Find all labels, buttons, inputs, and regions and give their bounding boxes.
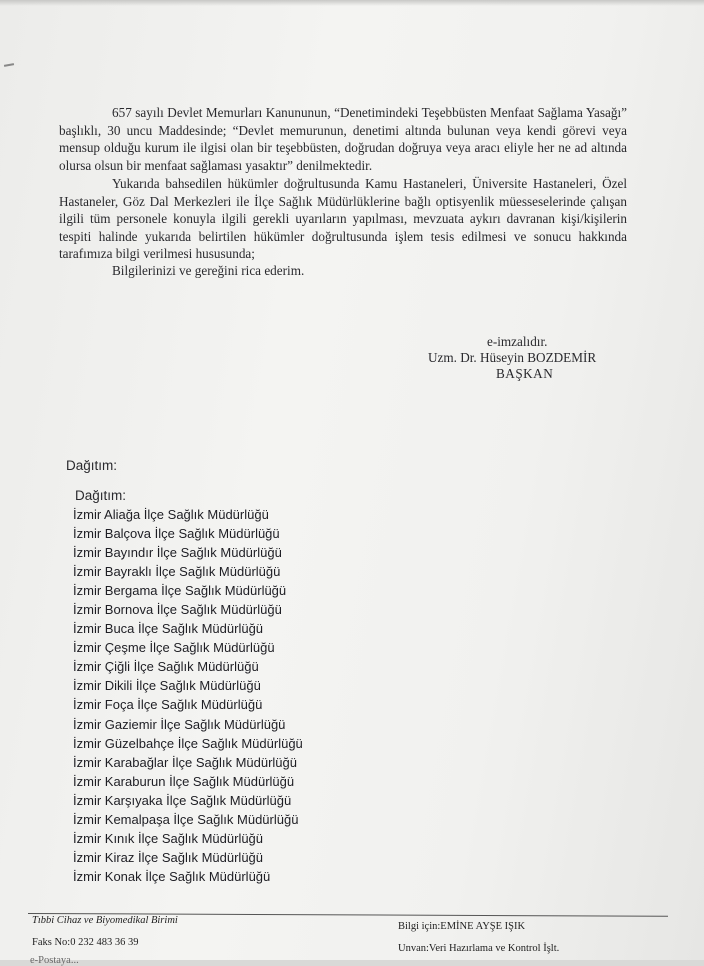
distribution-item: İzmir Foça İlçe Sağlık Müdürlüğü bbox=[73, 697, 263, 713]
footer-fax: Faks No:0 232 483 36 39 bbox=[32, 937, 139, 948]
distribution-item: İzmir Aliağa İlçe Sağlık Müdürlüğü bbox=[73, 507, 269, 522]
distribution-item: İzmir Çiğli İlçe Sağlık Müdürlüğü bbox=[73, 659, 259, 675]
footer-partial-line: e-Postaya... bbox=[30, 955, 79, 966]
distribution-list bbox=[73, 505, 303, 886]
letter-paragraph-3: Bilgilerinizi ve gereğini rica ederim. bbox=[112, 263, 305, 278]
footer-unit: Tıbbi Cihaz ve Biyomedikal Birimi bbox=[32, 915, 178, 926]
distribution-item: İzmir Güzelbahçe İlçe Sağlık Müdürlüğü bbox=[73, 735, 303, 751]
distribution-item: İzmir Konak İlçe Sağlık Müdürlüğü bbox=[73, 868, 271, 884]
distribution-item: İzmir Dikili İlçe Sağlık Müdürlüğü bbox=[73, 678, 261, 694]
distribution-item: İzmir Buca İlçe Sağlık Müdürlüğü bbox=[73, 621, 264, 637]
signature-status: e-imzalıdır. bbox=[487, 334, 548, 349]
letter-paragraph-2: Yukarıda bahsedilen hükümler doğrultusunda Kamu Hastaneleri, Üniversite Hastaneleri, Özel Hastaneler, Göz Dal Merkezleri ile İlçe Sağlık Müdürlüklerine bağlı optisyenlik müesseselerinde çalışan ilgili tüm personele konuyla ilgili gerekli uyarıların yapılması, mevzuata aykırı davranan kişi/kişilerin tespiti halinde yukarıda belirtilen hükümler doğrultusunda işlem tesis edilmesi ve sonucu hakkında tarafımıza bilgi verilmesi hususunda; bbox=[59, 176, 627, 262]
distribution-item: İzmir Karaburun İlçe Sağlık Müdürlüğü bbox=[73, 773, 295, 789]
distribution-heading: Dağıtım: bbox=[66, 458, 118, 473]
distribution-item: İzmir Kemalpaşa İlçe Sağlık Müdürlüğü bbox=[73, 811, 299, 827]
distribution-item: İzmir Kınık İlçe Sağlık Müdürlüğü bbox=[73, 830, 264, 846]
distribution-item: İzmir Balçova İlçe Sağlık Müdürlüğü bbox=[73, 526, 280, 542]
distribution-item: İzmir Bayındır İlçe Sağlık Müdürlüğü bbox=[73, 545, 282, 561]
distribution-item: İzmir Çeşme İlçe Sağlık Müdürlüğü bbox=[73, 640, 275, 656]
distribution-item: İzmir Bergama İlçe Sağlık Müdürlüğü bbox=[73, 583, 287, 599]
distribution-item: İzmir Bornova İlçe Sağlık Müdürlüğü bbox=[73, 602, 282, 618]
footer-role: Unvan:Veri Hazırlama ve Kontrol İşlt. bbox=[398, 943, 560, 954]
letter-paragraph-1: 657 sayılı Devlet Memurları Kanununun, “Denetimindeki Teşebbüsten Menfaat Sağlama Yasağı” başlıklı, 30 uncu Maddesinde; “Devlet memurunun, denetimi altında bulunan veya kendi görevi veya mensup olduğu kurum ile ilgisi olan bir teşebbüsten, doğrudan doğruya veya aracı eliyle her ne ad altında olursa olsun bir menfaat sağlaması yasaktır” denilmektedir. bbox=[59, 105, 627, 173]
distribution-subheading: Dağıtım: bbox=[75, 488, 127, 503]
pencil-mark bbox=[4, 63, 14, 67]
signatory-title: BAŞKAN bbox=[496, 366, 554, 381]
distribution-item: İzmir Karşıyaka İlçe Sağlık Müdürlüğü bbox=[73, 792, 292, 808]
distribution-item: İzmir Kiraz İlçe Sağlık Müdürlüğü bbox=[73, 849, 264, 865]
distribution-item: İzmir Karabağlar İlçe Sağlık Müdürlüğü bbox=[73, 754, 297, 770]
signatory-name: Uzm. Dr. Hüseyin BOZDEMİR bbox=[428, 350, 597, 365]
footer-info-contact: Bilgi için:EMİNE AYŞE IŞIK bbox=[398, 921, 526, 932]
distribution-item: İzmir Bayraklı İlçe Sağlık Müdürlüğü bbox=[73, 564, 281, 580]
page-shadow bbox=[0, 0, 704, 6]
distribution-item: İzmir Gaziemir İlçe Sağlık Müdürlüğü bbox=[73, 716, 286, 732]
